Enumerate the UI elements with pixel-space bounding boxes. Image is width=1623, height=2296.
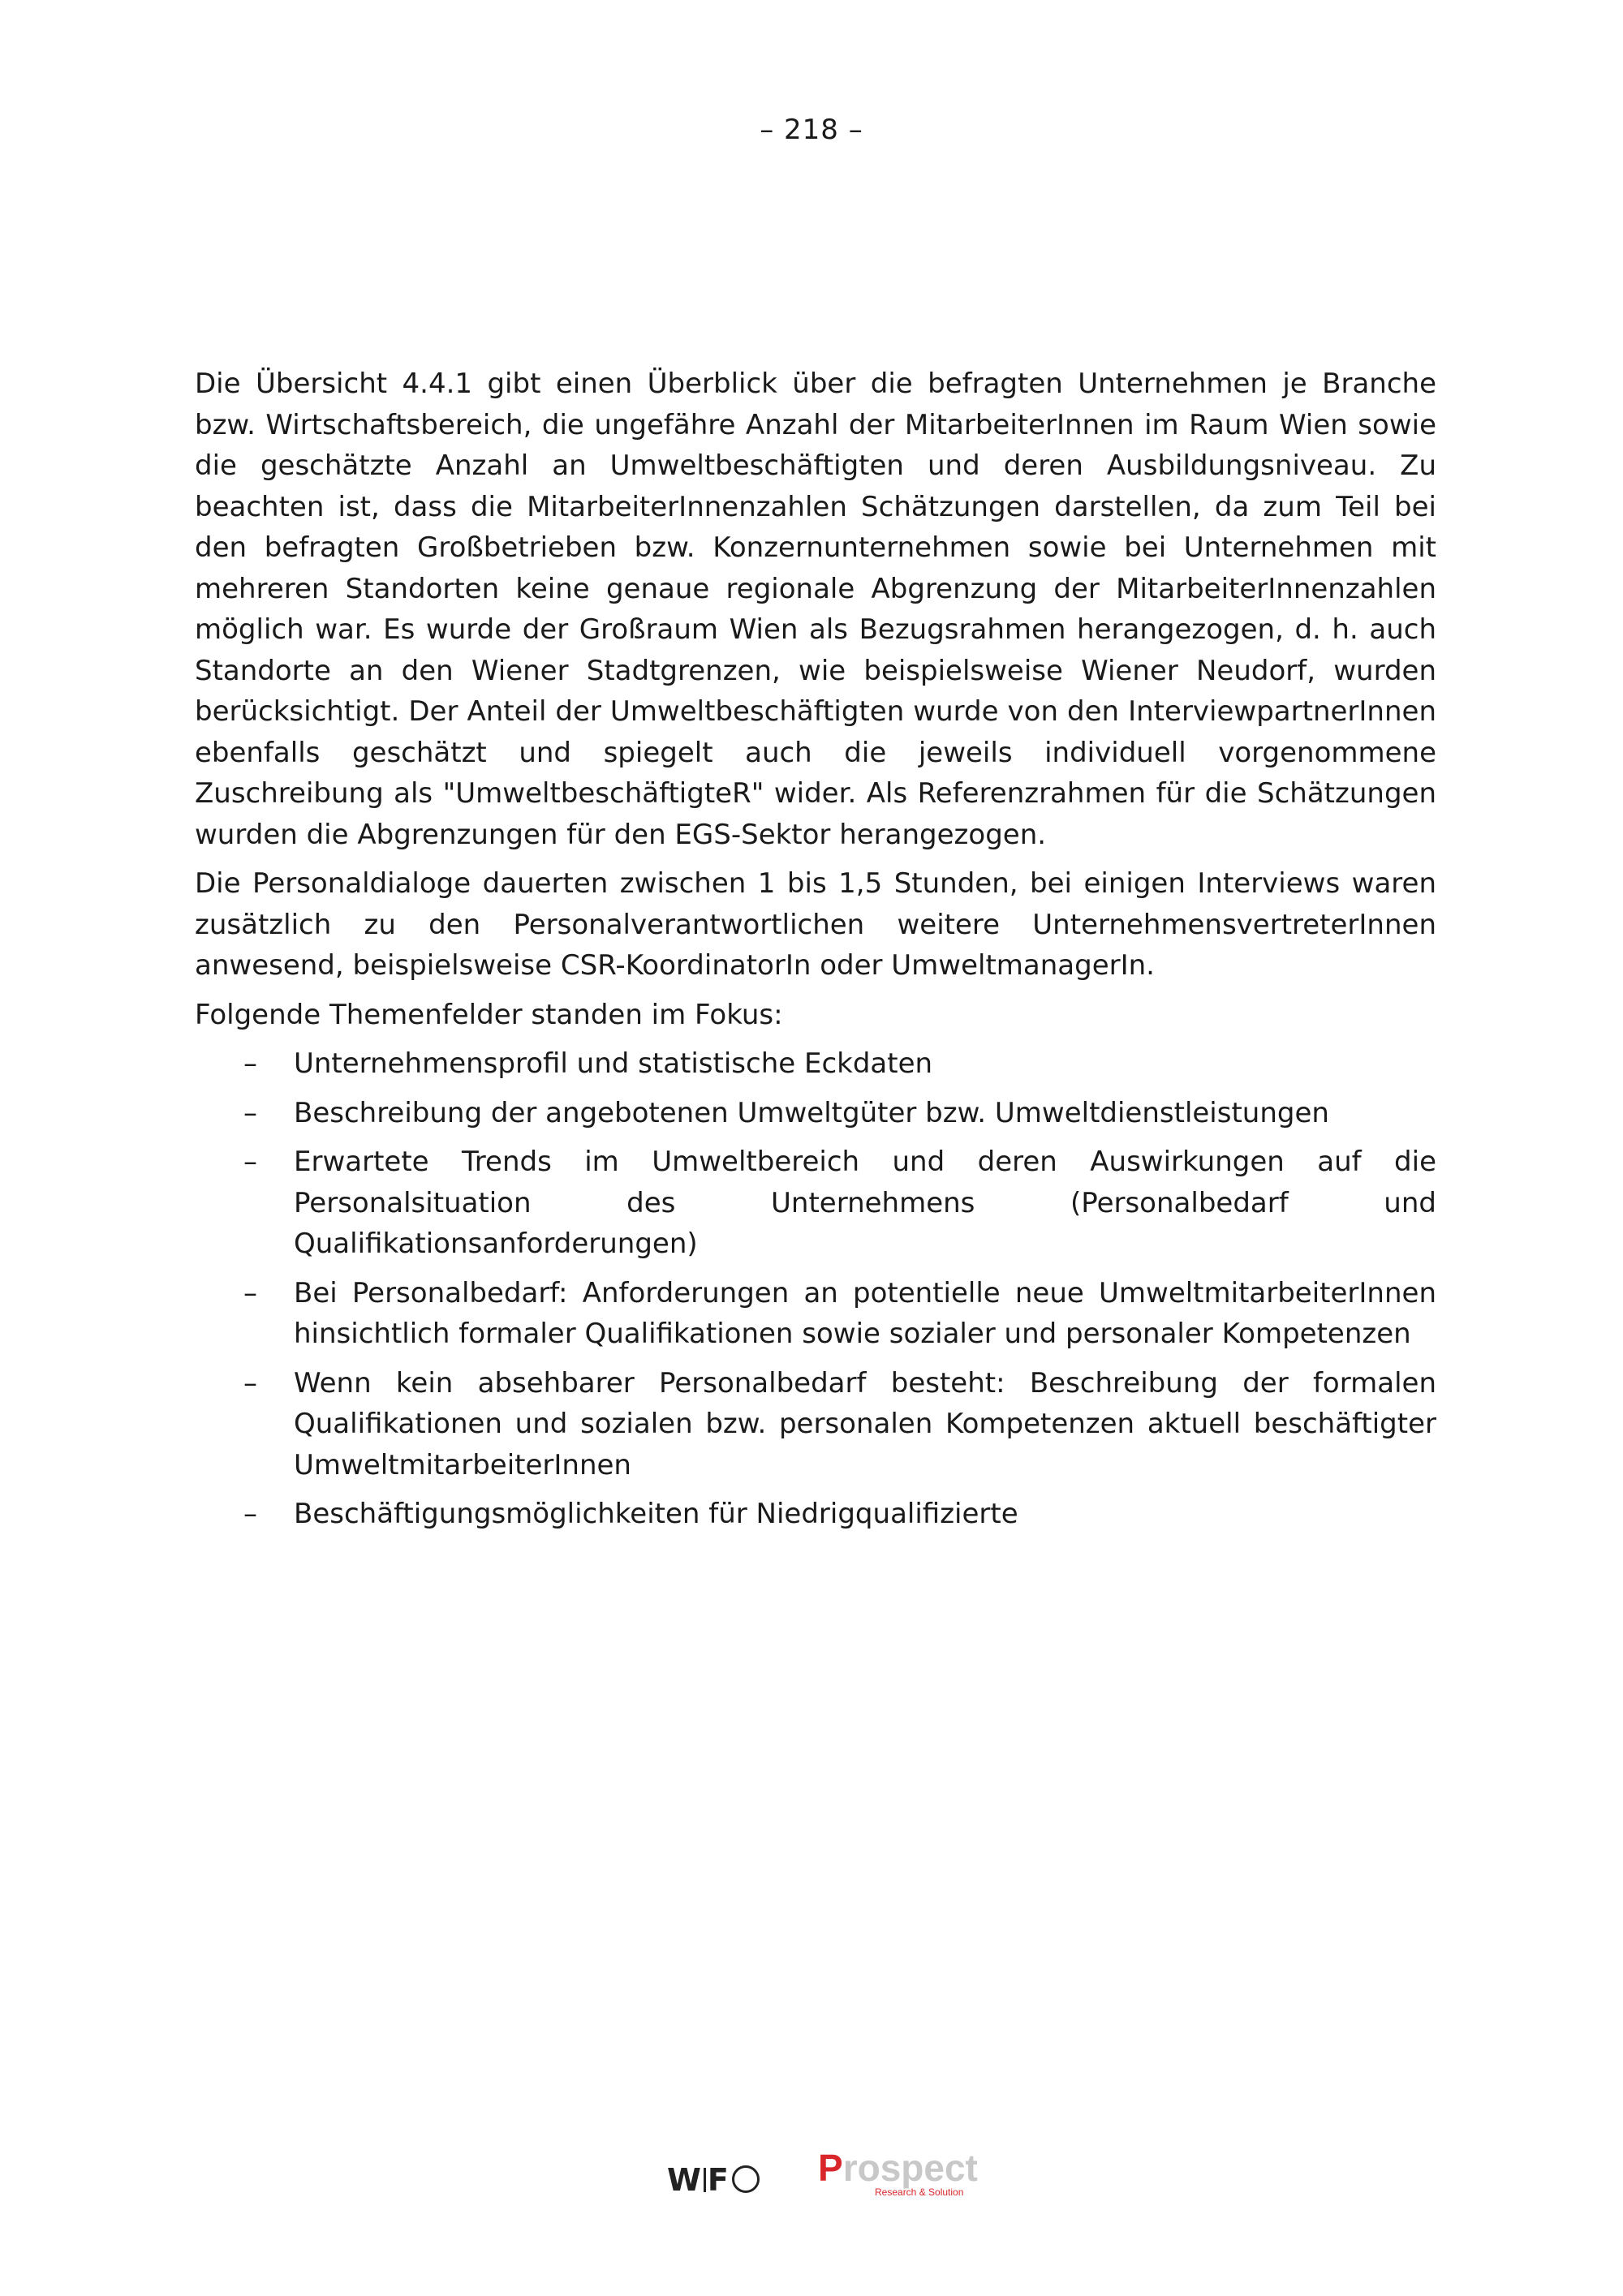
list-dash: – bbox=[243, 1366, 257, 1400]
wifo-logo-separator bbox=[704, 2168, 706, 2192]
paragraph-themenfelder-intro: Folgende Themenfelder standen im Fokus: bbox=[195, 998, 783, 1031]
list-item bbox=[195, 1494, 1436, 1535]
list-item bbox=[195, 1093, 1436, 1134]
wifo-logo-letter-w: W bbox=[667, 2162, 702, 2198]
list-dash: – bbox=[243, 1498, 257, 1530]
list-dash: – bbox=[243, 1096, 257, 1129]
wifo-logo bbox=[667, 2162, 760, 2198]
list-item bbox=[195, 1043, 1436, 1085]
list-item bbox=[195, 1273, 1436, 1355]
prospect-logo-rest: rospect bbox=[842, 2147, 978, 2189]
paragraph-overview: Die Übersicht 4.4.1 gibt einen Überblick über die befragten Unternehmen je Branche bzw. Wirtschaftsbereich, die ungefähre Anzahl der MitarbeiterInnen im Raum Wien sowie die geschätzte Anzahl an Umweltbeschäftigten und deren Ausbildungsniveau. Zu beachten ist, dass die MitarbeiterInnenzahlen Schätzungen darstellen, da zum Teil bei den befragten Großbetrieben bzw. Konzernunternehmen sowie bei Unternehmen mit mehreren Standorten keine genaue regionale Abgrenzung der MitarbeiterInnenzahlen möglich war. Es wurde der Großraum Wien als Bezugsrahmen herangezogen, d. h. auch Standorte an den Wiener Stadtgrenzen, wie beispielsweise Wiener Neudorf, wurden berücksichtigt. Der Anteil der Umweltbeschäftigten wurde von den InterviewpartnerInnen ebenfalls geschätzt und spiegelt auch die jeweils individuell vorgenommene Zuschreibung als "UmweltbeschäftigteR" wider. Als Referenzrahmen für die Schätzungen wurden die Abgrenzungen für den EGS-Sektor herangezogen. bbox=[195, 368, 1436, 851]
list-item-text: Unternehmensprofil und statistische Eckdaten bbox=[294, 1047, 933, 1080]
prospect-logo-tagline: Research & Solution bbox=[875, 2186, 964, 2198]
list-item-text: Erwartete Trends im Umweltbereich und deren Auswirkungen auf die Personalsituation des Unternehmens (Personalbedarf und Qualifikationsanforderungen) bbox=[294, 1146, 1436, 1260]
list-dash: – bbox=[243, 1146, 257, 1178]
list-item-text: Bei Personalbedarf: Anforderungen an potentielle neue UmweltmitarbeiterInnen hinsichtlich formaler Qualifikationen sowie sozialer und personaler Kompetenzen bbox=[294, 1276, 1436, 1350]
wifo-logo-letter-f: F bbox=[707, 2162, 730, 2198]
list-item-text: Beschreibung der angebotenen Umweltgüter bzw. Umweltdienstleistungen bbox=[294, 1096, 1329, 1129]
topic-list bbox=[195, 1043, 1436, 1535]
prospect-logo-name bbox=[818, 2148, 978, 2188]
list-item-text: Wenn kein absehbarer Personalbedarf besteht: Beschreibung der formalen Qualifikationen und sozialen bzw. personalen Kompetenzen aktuell beschäftigter UmweltmitarbeiterInnen bbox=[294, 1366, 1436, 1481]
list-dash: – bbox=[243, 1047, 257, 1080]
body-text bbox=[195, 363, 1436, 1543]
wifo-logo-circle-icon bbox=[732, 2165, 760, 2193]
list-item bbox=[195, 1142, 1436, 1265]
prospect-logo bbox=[818, 2148, 984, 2204]
prospect-logo-initial: P bbox=[818, 2147, 843, 2189]
list-dash: – bbox=[243, 1276, 257, 1309]
paragraph-personaldialoge: Die Personaldialoge dauerten zwischen 1 bis 1,5 Stunden, bei einigen Interviews waren zusätzlich zu den Personalverantwortlichen weitere UnternehmensvertreterInnen anwesend, beispielsweise CSR-KoordinatorIn oder UmweltmanagerIn. bbox=[195, 867, 1436, 982]
page-footer bbox=[0, 2146, 1623, 2211]
page-number: – 218 – bbox=[760, 114, 863, 146]
list-item bbox=[195, 1363, 1436, 1486]
list-item-text: Beschäftigungsmöglichkeiten für Niedrigqualifizierte bbox=[294, 1498, 1018, 1530]
